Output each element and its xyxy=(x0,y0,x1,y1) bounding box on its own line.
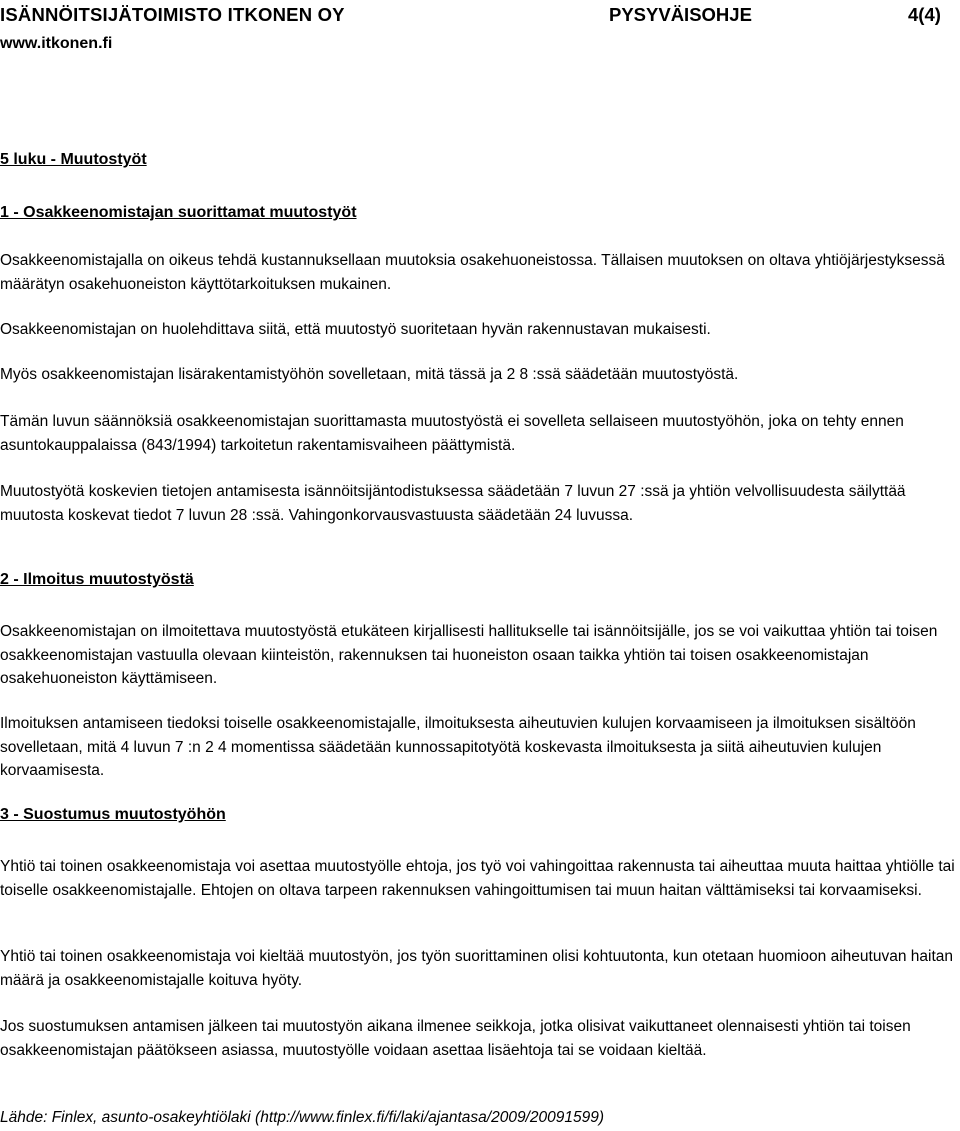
section-1-title: 1 - Osakkeenomistajan suorittamat muutostyöt xyxy=(0,204,357,221)
section-1-paragraph-5: Muutostyötä koskevien tietojen antamisesta isännöitsijäntodistuksessa säädetään 7 luvun 27 :ssä ja yhtiön velvollisuudesta säilyttää muutosta koskevat tiedot 7 luvun 28 :ssä. Vahingonkorvausvastuusta säädetään 24 luvussa. xyxy=(0,483,906,524)
company-url: www.itkonen.fi xyxy=(0,35,113,52)
section-3-paragraph-1: Yhtiö tai toinen osakkeenomistaja voi asettaa muutostyölle ehtoja, jos työ voi vahingoittaa rakennusta tai aiheuttaa muuta haittaa yhtiölle tai toiselle osakkeenomistajalle. Ehtojen on oltava tarpeen rakennuksen vahingoittumisen tai muun haitan välttämiseksi tai korvaamiseksi. xyxy=(0,858,955,899)
section-3-title: 3 - Suostumus muutostyöhön xyxy=(0,806,226,823)
section-2-paragraph-1: Osakkeenomistajan on ilmoitettava muutostyöstä etukäteen kirjallisesti hallitukselle tai isännöitsijälle, jos se voi vaikuttaa yhtiön tai toisen osakkeenomistajan vastuulla olevaan kiinteistön, rakennuksen tai huoneiston osaan taikka yhtiön tai toisen osakkeenomistajan osakehuoneiston käyttämiseen. xyxy=(0,623,938,687)
company-name: ISÄNNÖITSIJÄTOIMISTO ITKONEN OY xyxy=(0,4,345,25)
section-1-paragraph-1: Osakkeenomistajalla on oikeus tehdä kustannuksellaan muutoksia osakehuoneistossa. Tällaisen muutoksen on oltava yhtiöjärjestyksessä määrätyn osakehuoneiston käyttötarkoituksen mukainen. xyxy=(0,252,945,293)
section-3-paragraph-2: Yhtiö tai toinen osakkeenomistaja voi kieltää muutostyön, jos työn suorittaminen olisi kohtuutonta, kun otetaan huomioon aiheutuvan haitan määrä ja osakkeenomistajalle koituva hyöty. xyxy=(0,948,953,989)
section-2-title: 2 - Ilmoitus muutostyöstä xyxy=(0,571,194,588)
section-2-paragraph-2: Ilmoituksen antamiseen tiedoksi toiselle osakkeenomistajalle, ilmoituksesta aiheutuvien kulujen korvaamiseen ja ilmoituksen sisältöön sovelletaan, mitä 4 luvun 7 :n 2 4 momentissa säädetään kunnossapitotyötä koskevasta ilmoituksesta ja siitä aiheutuvien kulujen korvaamisesta. xyxy=(0,715,916,779)
document-type: PYSYVÄISOHJE xyxy=(609,4,752,25)
section-1-paragraph-2: Osakkeenomistajan on huolehdittava siitä, että muutostyö suoritetaan hyvän rakennustavan mukaisesti. xyxy=(0,321,711,338)
section-1-paragraph-4: Tämän luvun säännöksiä osakkeenomistajan suorittamasta muutostyöstä ei sovelleta sellaiseen muutostyöhön, joka on tehty ennen asuntokauppalaissa (843/1994) tarkoitetun rakentamisvaiheen päättymistä. xyxy=(0,413,904,454)
source-citation: Lähde: Finlex, asunto-osakeyhtiölaki (http://www.finlex.fi/fi/laki/ajantasa/2009/20091599) xyxy=(0,1109,604,1126)
section-1-paragraph-3: Myös osakkeenomistajan lisärakentamistyöhön sovelletaan, mitä tässä ja 2 8 :ssä säädetään muutostyöstä. xyxy=(0,366,739,383)
chapter-title: 5 luku - Muutostyöt xyxy=(0,151,147,168)
section-3-paragraph-3: Jos suostumuksen antamisen jälkeen tai muutostyön aikana ilmenee seikkoja, jotka olisivat vaikuttaneet olennaisesti yhtiön tai toisen osakkeenomistajan päätökseen asiassa, muutostyölle voidaan asettaa lisäehtoja tai se voidaan kieltää. xyxy=(0,1018,911,1059)
page-number: 4(4) xyxy=(908,4,941,25)
